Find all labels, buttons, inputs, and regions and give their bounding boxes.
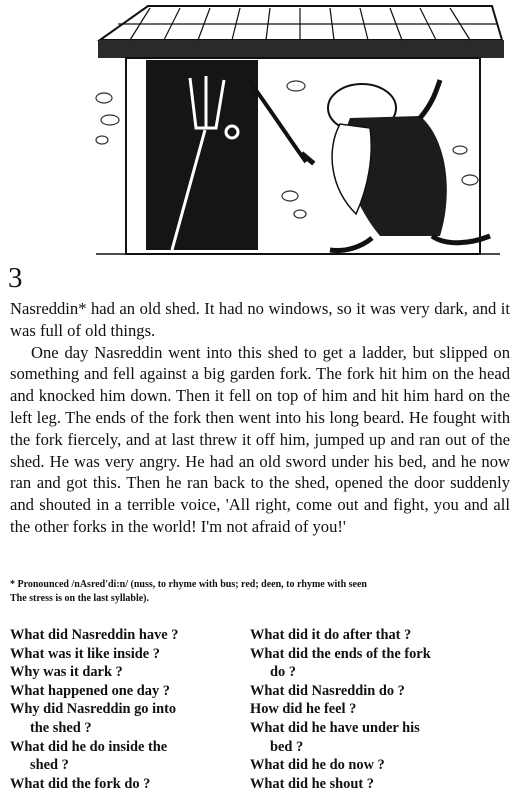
question-line: the shed ? — [30, 719, 92, 736]
nasreddin-illustration — [0, 0, 518, 268]
question-line: What was it like inside ? — [10, 645, 160, 662]
footnote-line: * Pronounced /nAsred'di:n/ (nuss, to rhyme with bus; red; deen, to rhyme with seen — [10, 579, 367, 590]
question-line: What did Nasreddin have ? — [10, 627, 179, 643]
shed-door-icon — [146, 60, 258, 250]
question-line: What did Nasreddin do ? — [250, 682, 405, 699]
question-line: Why was it dark ? — [10, 664, 123, 681]
question-line: What did he shout ? — [250, 775, 374, 792]
question-line: do ? — [270, 664, 296, 681]
story-paragraph: Nasreddin* had an old shed. It had no windows, so it was very dark, and it was full of old things. — [10, 299, 510, 340]
pronunciation-footnote — [10, 578, 510, 606]
question-line: What did the ends of the fork — [250, 645, 431, 662]
chapter-number: 3 — [8, 262, 23, 294]
story-text — [10, 298, 510, 538]
question-line: bed ? — [270, 738, 304, 755]
questions-left-column — [10, 626, 242, 793]
question-line: What did the fork do ? — [10, 775, 151, 792]
question-line: What did it do after that ? — [250, 627, 412, 643]
footnote-line: The stress is on the last syllable). — [10, 593, 149, 604]
question-line: shed ? — [30, 757, 69, 774]
question-line: What did he do inside the — [10, 738, 168, 755]
question-line: Why did Nasreddin go into — [10, 701, 177, 718]
question-line: What happened one day ? — [10, 682, 170, 699]
roof-icon — [98, 6, 504, 58]
question-line: What did he do now ? — [250, 757, 385, 774]
question-line: How did he feel ? — [250, 701, 357, 718]
story-paragraph: One day Nasreddin went into this shed to get a ladder, but slipped on something and fell against a big garden fork. The fork hit him on the head and knocked him down. Then it fell on top of him and hit him hard on the left leg. The ends of the fork then went into his long beard. He fought with the fork fiercely, and at last threw it off him, jumped up and ran out of the shed. He was very angry. He had an old sword under his bed, and he now ran and got this. Then he ran back to the shed, opened the door suddenly and shouted in a terrible voice, 'All right, come out and fight, you and all the other forks in the world! I'm not afraid of you!' — [10, 342, 510, 536]
questions-right-column — [250, 626, 512, 793]
question-line: What did he have under his — [250, 719, 420, 736]
